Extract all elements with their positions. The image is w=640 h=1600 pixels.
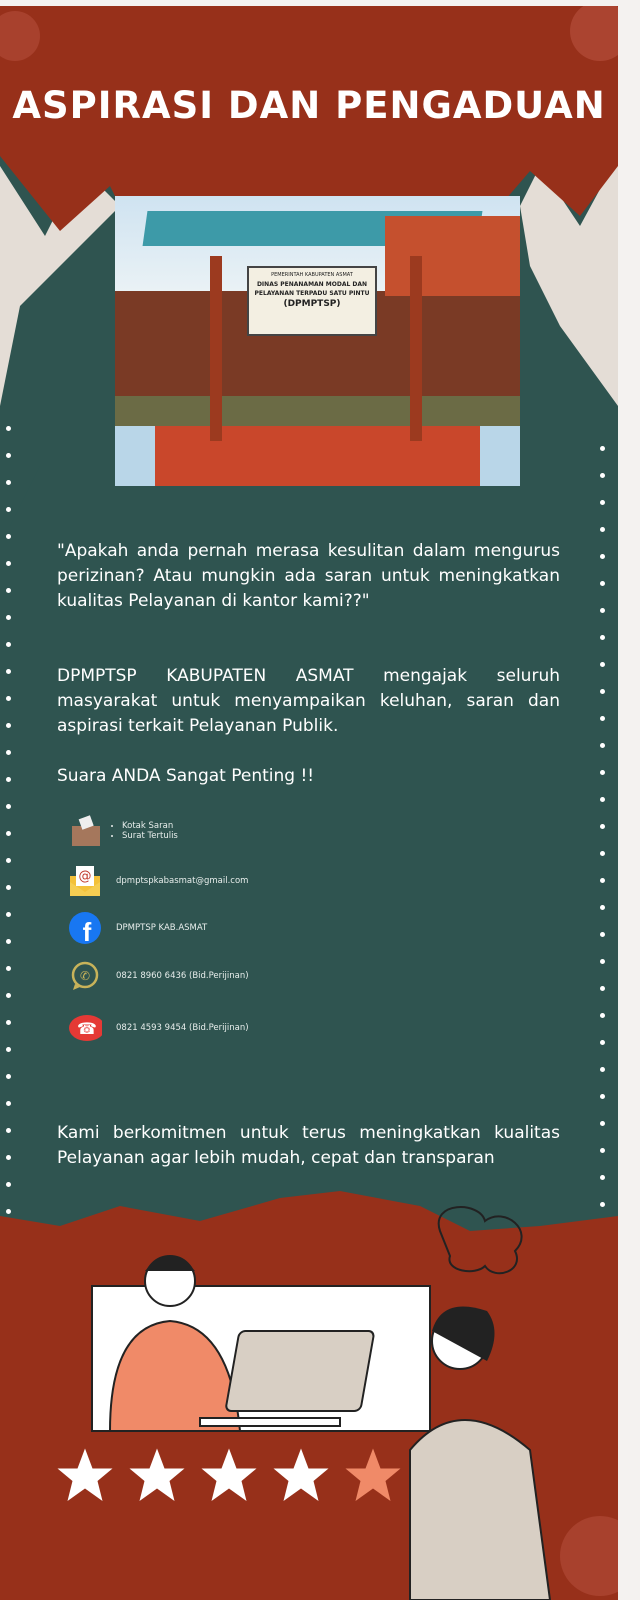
contact-box-item: • Surat Tertulis (122, 831, 178, 841)
sign-text: DINAS PENANAMAN MODAL DAN (256, 281, 368, 288)
intro-question: "Apakah anda pernah merasa kesulitan dalam mengurus perizinan? Atau mungkin ada saran untuk meningkatkan kualitas Pelayanan di kantor kami??" (57, 541, 560, 611)
email-text: dpmptspkabasmat@gmail.com (116, 876, 249, 886)
facebook-text: DPMPTSP KAB.ASMAT (116, 923, 208, 933)
closing-commitment: Kami berkomitmen untuk terus meningkatkan kualitas Pelayanan agar lebih mudah, cepat dan transparan (57, 1123, 560, 1168)
svg-text:@: @ (78, 869, 92, 884)
invitation-text: DPMPTSP KABUPATEN ASMAT mengajak seluruh masyarakat untuk menyampaikan keluhan, saran dan aspirasi terkait Pelayanan Publik. (57, 666, 560, 736)
whatsapp-text: 0821 8960 6436 (Bid.Perijinan) (116, 971, 249, 981)
ballot-box-icon (68, 814, 102, 848)
bottom-illustration (0, 1186, 618, 1600)
whatsapp-icon (68, 959, 102, 993)
phone-text: 0821 4593 9454 (Bid.Perijinan) (116, 1023, 249, 1033)
office-photo (115, 196, 520, 486)
left-dots-decoration (6, 426, 12, 1236)
contact-facebook[interactable] (68, 911, 207, 945)
facebook-icon (68, 911, 102, 945)
office-sign (247, 266, 377, 336)
contact-suggestion-box (68, 814, 178, 848)
svg-text:f: f (82, 917, 92, 945)
svg-text:☎: ☎ (77, 1019, 97, 1038)
emphasis-text: Suara ANDA Sangat Penting !! (57, 766, 315, 786)
right-dots-decoration (600, 446, 606, 1229)
page-title: ASPIRASI DAN PENGADUAN (12, 84, 606, 127)
contact-box-item: • Kotak Saran (122, 821, 178, 831)
svg-text:✆: ✆ (79, 969, 91, 983)
sign-text: (DPMPTSP) (283, 299, 341, 309)
sign-text: PEMERINTAH KABUPATEN ASMAT (271, 272, 353, 278)
contact-email[interactable] (68, 864, 248, 898)
contact-whatsapp[interactable] (68, 959, 249, 993)
star-icon (199, 1446, 259, 1506)
contact-phone[interactable] (68, 1011, 249, 1045)
star-icon (271, 1446, 331, 1506)
sign-text: PELAYANAN TERPADU SATU PINTU (254, 290, 370, 297)
rating-stars (55, 1446, 403, 1506)
star-icon (127, 1446, 187, 1506)
star-icon (55, 1446, 115, 1506)
telephone-icon (68, 1011, 102, 1045)
poster (0, 6, 618, 1600)
email-icon (68, 864, 102, 898)
star-icon (343, 1446, 403, 1506)
